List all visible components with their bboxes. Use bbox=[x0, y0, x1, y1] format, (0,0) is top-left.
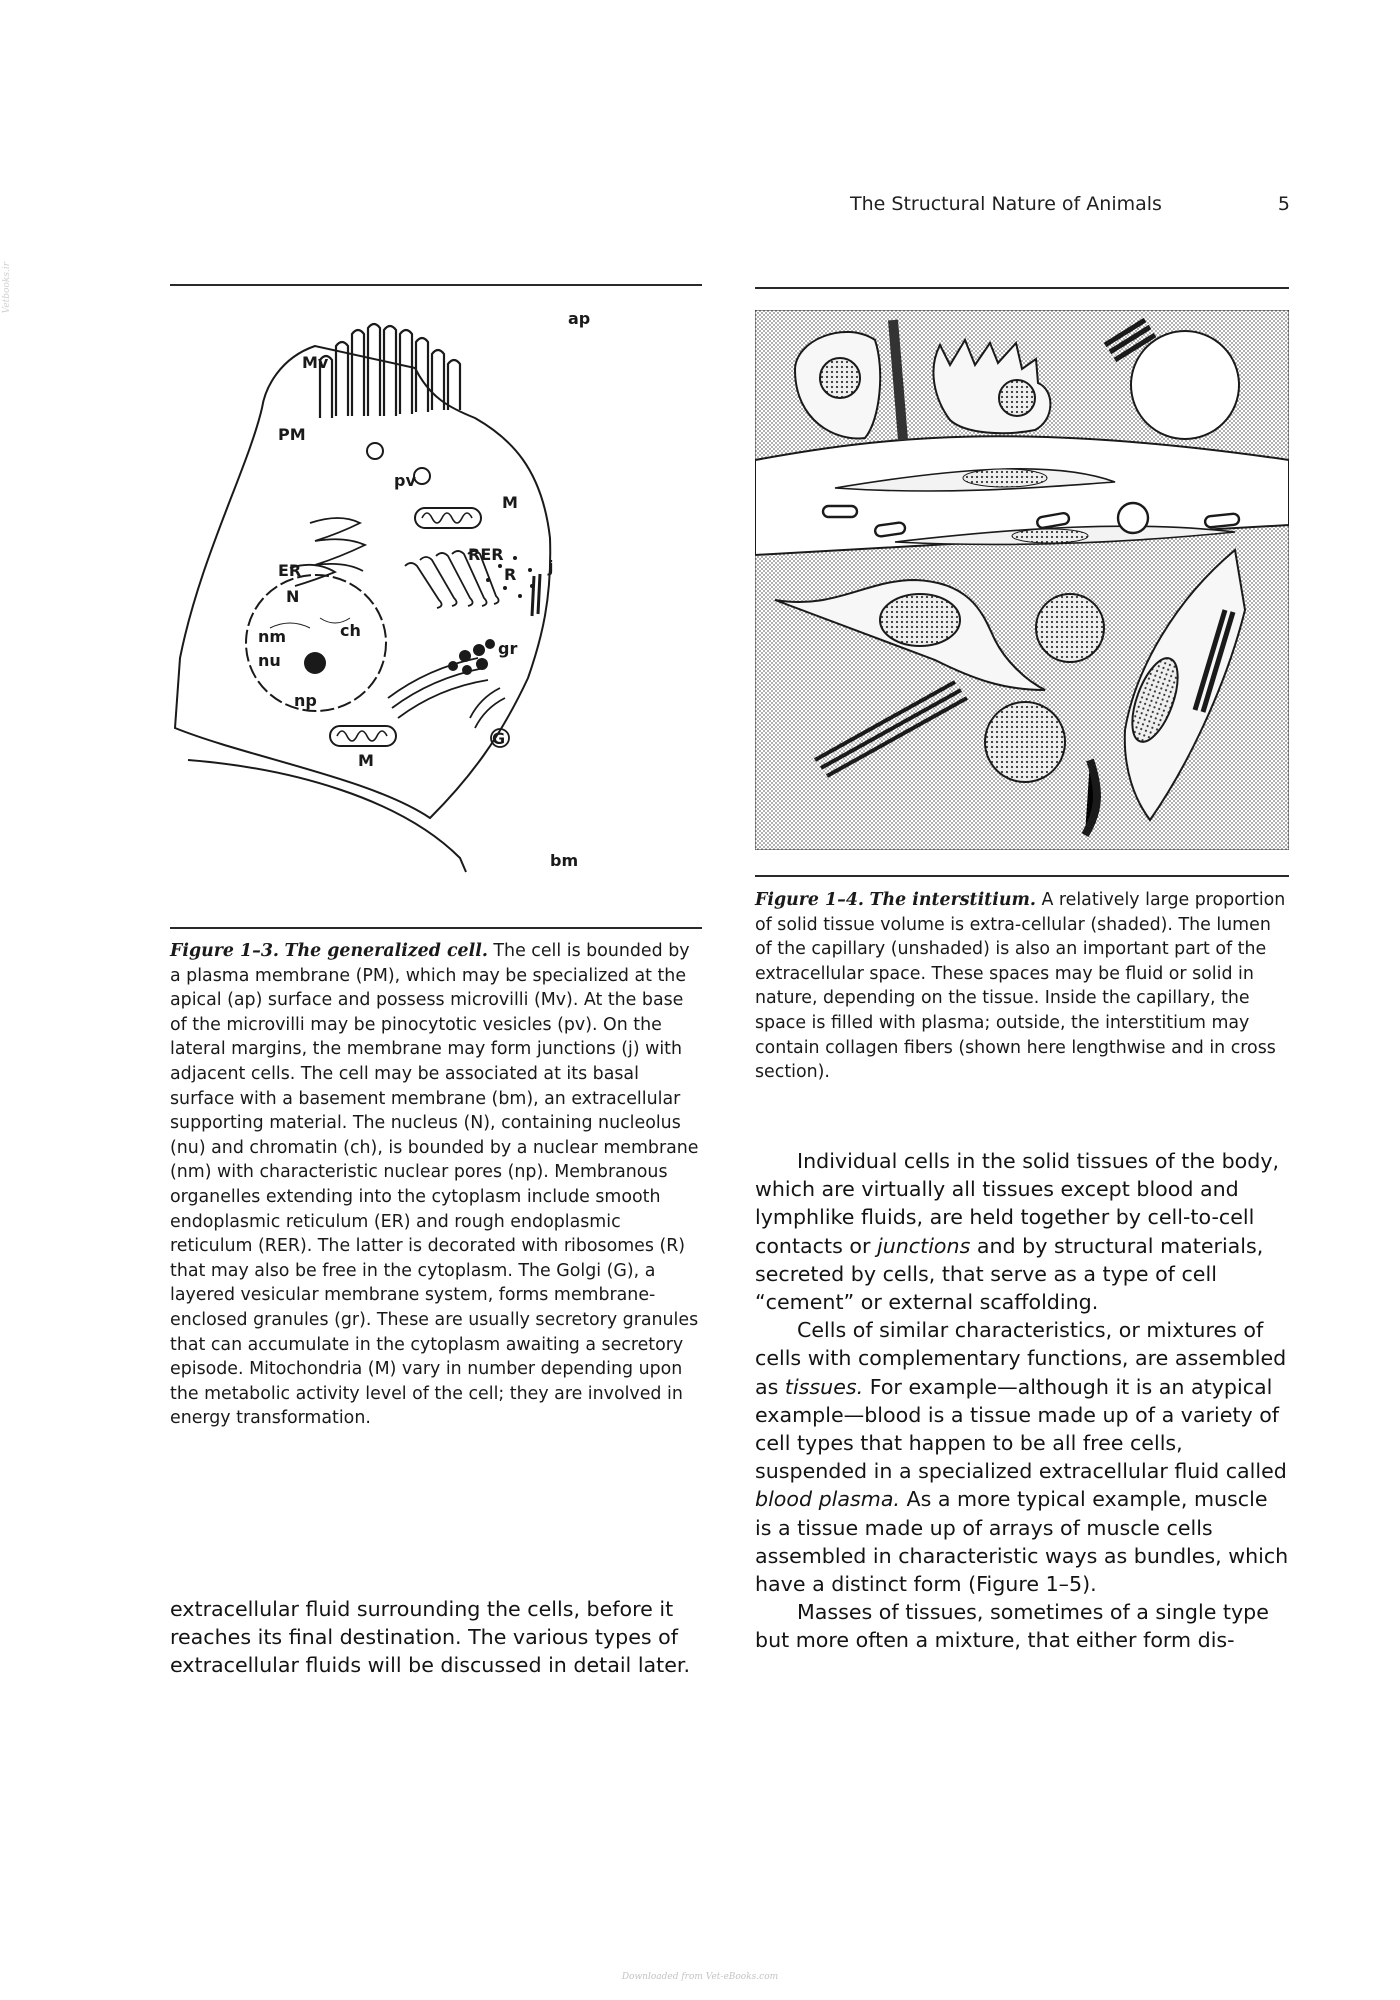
microvilli bbox=[320, 324, 460, 418]
mitochondrion-upper bbox=[415, 508, 481, 528]
body-paragraph: Cells of similar characteristics, or mixtures of cells with complementary functions, are assembled as tissues. For example—although it is an atypical example—blood is a tissue made up of a variety of cell types that happen to be all free cells, suspended in a specialized extracellular fluid called blood plasma. As a more typical example, muscle is a tissue made up of arrays of muscle cells assembled in characteristic ways as bundles, which have a distinct form (Figure 1–5). bbox=[755, 1318, 1289, 1597]
label-np: np bbox=[294, 691, 317, 710]
label-m-upper: M bbox=[502, 493, 518, 512]
label-m-lower: M bbox=[358, 751, 374, 770]
figure-1-3-caption-label: Figure 1–3. bbox=[170, 941, 279, 961]
figure-1-3-top-rule bbox=[170, 284, 702, 286]
secretory-granules bbox=[448, 639, 495, 675]
endothelial-nucleus bbox=[1012, 529, 1088, 543]
body-paragraph: Individual cells in the solid tissues of the body, which are virtually all tissues except blood and lymphlike fluids, are held together by cell-to-cell contacts or junctions and by structural materials, secreted by cells, that serve as a type of cell “cement” or external scaffolding. bbox=[755, 1149, 1280, 1315]
figure-1-4-caption-label: Figure 1–4. bbox=[755, 890, 864, 910]
label-nu: nu bbox=[258, 651, 281, 670]
golgi bbox=[388, 658, 509, 747]
figure-1-4-interstitium-diagram bbox=[755, 310, 1289, 850]
figure-1-4-caption bbox=[755, 888, 1289, 1085]
page-number: 5 bbox=[1277, 193, 1290, 215]
interstitial-cell bbox=[1036, 594, 1104, 662]
fat-cell bbox=[1131, 331, 1239, 439]
body-paragraph: Masses of tissues, sometimes of a single type but more often a mixture, that either form dis- bbox=[755, 1600, 1269, 1653]
pinocytotic-vesicle bbox=[367, 443, 383, 459]
mitochondrion-lower bbox=[330, 726, 396, 746]
label-pv: pv bbox=[394, 471, 416, 490]
right-column-body bbox=[755, 1147, 1289, 1655]
figure-1-3-caption-text: The cell is bounded by a plasma membrane (PM), which may be specialized at the apical (ap) surface and possess microvilli (Mv). At the base of the microvilli may be pinocytotic vesicles (pv). On the lateral margins, the membrane may form junctions (j) with adjacent cells. The cell may be associated at its basal surface with a basement membrane (bm), an extracellular supporting material. The nucleus (N), containing nucleolus (nu) and chromatin (ch), is bounded by a nuclear membrane (nm) with characteristic nuclear pores (np). Membranous organelles extending into the cytoplasm include smooth endoplasmic reticulum (ER) and rough endoplasmic reticulum (RER). The latter is decorated with ribosomes (R) that may also be free in the cytoplasm. The Golgi (G), a layered vesicular membrane system, forms membrane-enclosed granules (gr). These are usually secretory granules that can accumulate in the cytoplasm awaiting a secretory episode. Mitochondria (M) vary in number depending upon the metabolic activity level of the cell; they are involved in energy transformation. bbox=[170, 941, 699, 1429]
endothelial-nucleus bbox=[963, 469, 1047, 487]
label-g: G bbox=[492, 729, 506, 748]
label-j: j bbox=[548, 557, 554, 576]
label-er: ER bbox=[278, 561, 302, 580]
running-head bbox=[850, 193, 1290, 215]
figure-1-3-cell-diagram bbox=[170, 298, 702, 898]
label-ch: ch bbox=[340, 621, 361, 640]
interstitial-nucleus bbox=[820, 358, 860, 398]
figure-1-4-bottom-rule bbox=[755, 875, 1289, 877]
label-gr: gr bbox=[498, 639, 518, 658]
figure-1-3-bottom-rule bbox=[170, 927, 702, 929]
figure-1-4-caption-text: A relatively large proportion of solid tissue volume is extra-cellular (shaded). The lumen of the capillary (unshaded) is also an important part of the extracellular space. These spaces may be fluid or solid in nature, depending on the tissue. Inside the capillary, the space is filled with plasma; outside, the interstitium may contain collagen fibers (shown here lengthwise and in cross section). bbox=[755, 890, 1286, 1083]
basement-membrane bbox=[188, 760, 466, 872]
label-pm: PM bbox=[278, 425, 306, 444]
figure-1-3-caption-title: The generalized cell. bbox=[284, 941, 488, 961]
body-paragraph: extracellular fluid surrounding the cells, before it reaches its final destination. The various types of extracellular fluids will be discussed in detail later. bbox=[170, 1597, 691, 1678]
label-nm: nm bbox=[258, 627, 287, 646]
figure-1-4-top-rule bbox=[755, 287, 1289, 289]
figure-1-4-caption-title: The interstitium. bbox=[869, 890, 1036, 910]
interstitial-cell bbox=[985, 702, 1065, 782]
pinocytotic-vesicle bbox=[414, 468, 430, 484]
label-rer: RER bbox=[468, 545, 504, 564]
running-head-title: The Structural Nature of Animals bbox=[850, 193, 1162, 215]
figure-1-3-caption bbox=[170, 939, 702, 1431]
label-ap: ap bbox=[568, 309, 591, 328]
label-mv: Mv bbox=[302, 353, 329, 372]
side-watermark: Vetbooks.ir bbox=[2, 262, 12, 314]
junction bbox=[532, 574, 540, 616]
fibroblast-nucleus bbox=[880, 594, 960, 646]
footer-watermark: Downloaded from Vet-eBooks.com bbox=[621, 1972, 779, 1982]
label-n: N bbox=[286, 587, 300, 606]
label-bm: bm bbox=[550, 851, 579, 870]
nucleolus bbox=[304, 652, 326, 674]
label-r: R bbox=[504, 565, 517, 584]
macrophage-nucleus bbox=[999, 380, 1035, 416]
left-column-body bbox=[170, 1595, 702, 1680]
